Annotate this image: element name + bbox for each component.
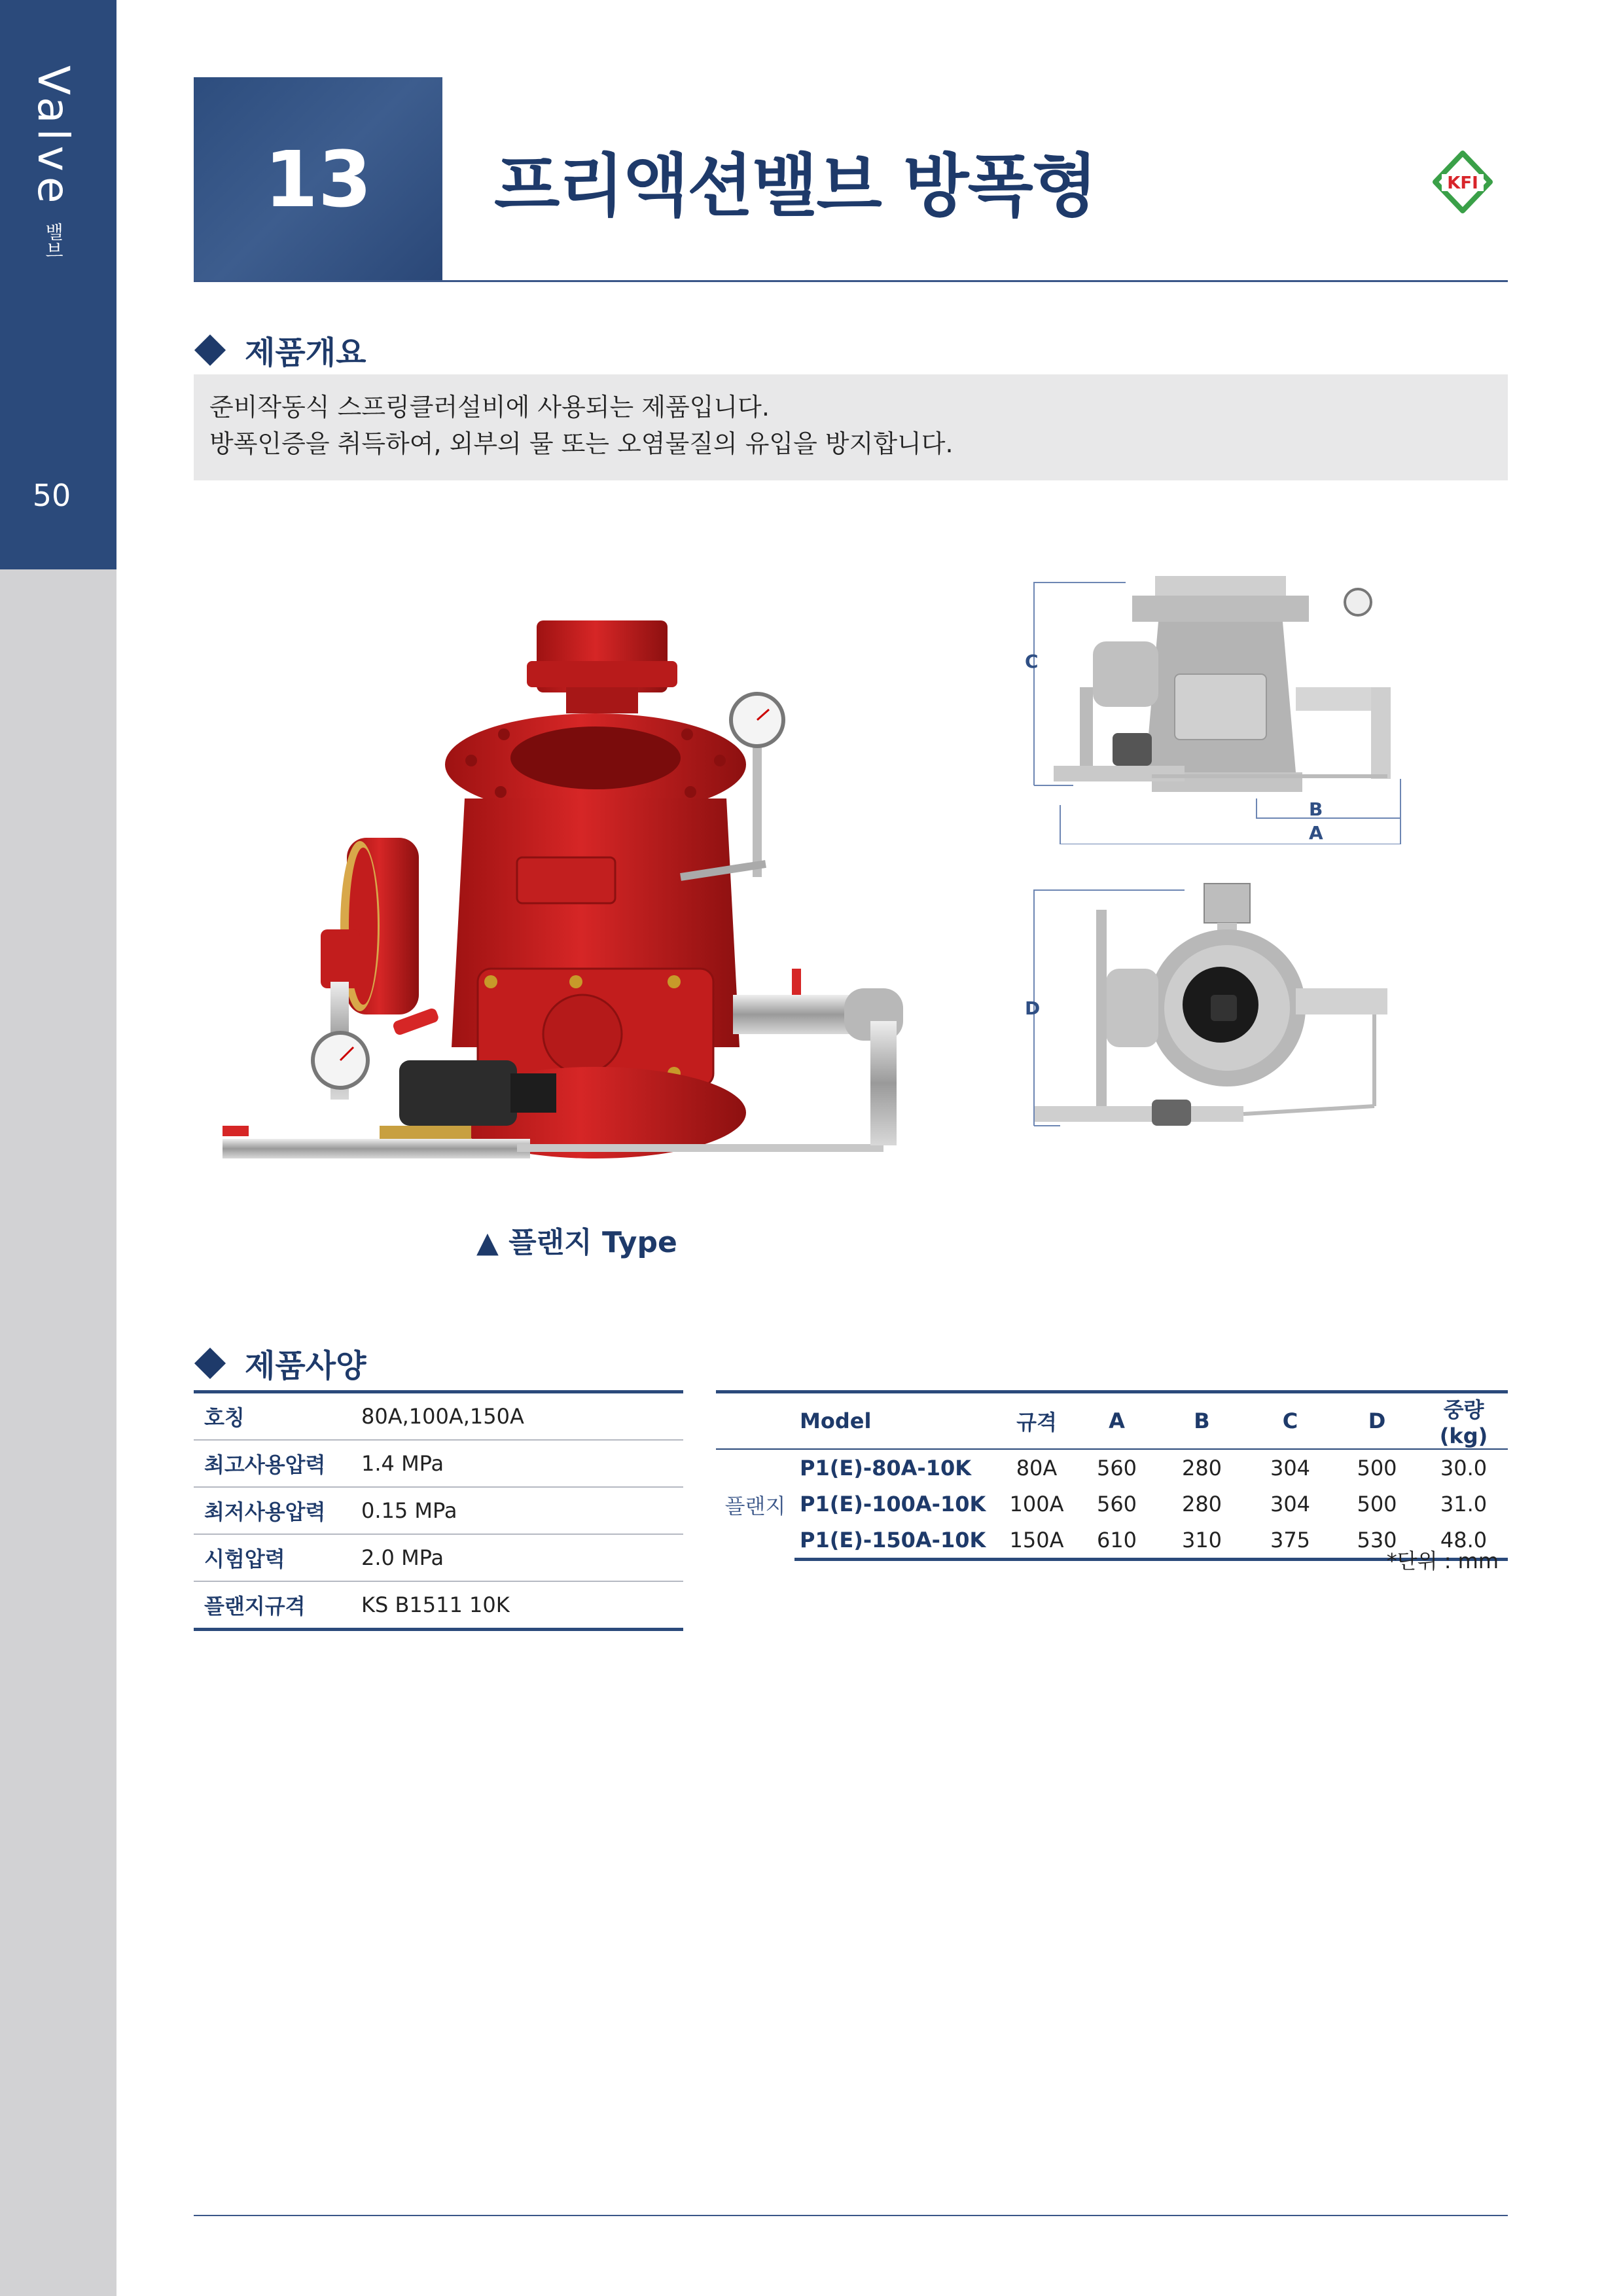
- spec-row: [194, 1582, 683, 1628]
- table-header-cell: D: [1334, 1392, 1419, 1450]
- dimension-label-a: A: [1309, 822, 1323, 844]
- spec-value: 0.15 MPa: [361, 1498, 457, 1523]
- table-cell: 304: [1270, 1455, 1311, 1480]
- header-divider: [194, 280, 1508, 282]
- table-cell: 80A: [1016, 1455, 1058, 1480]
- dimension-label-d: D: [1025, 997, 1041, 1019]
- table-group-label: 플랜지: [724, 1493, 786, 1518]
- spec-label: 최저사용압력: [204, 1499, 326, 1524]
- specs-heading-text: 제품사양: [245, 1348, 366, 1384]
- spec-value: KS B1511 10K: [361, 1592, 510, 1617]
- spec-label: 호칭: [204, 1405, 245, 1430]
- overview-heading: [194, 327, 366, 372]
- table-header-cell: B: [1158, 1392, 1246, 1450]
- spec-value: 2.0 MPa: [361, 1545, 444, 1570]
- spec-list: [194, 1390, 683, 1631]
- table-cell: 310: [1158, 1522, 1246, 1560]
- unit-note: *단위 : mm: [1386, 1549, 1499, 1573]
- spec-row: [194, 1393, 683, 1441]
- table-cell: 150A: [997, 1522, 1076, 1560]
- spec-label: 시험압력: [204, 1547, 285, 1571]
- overview-heading-text: 제품개요: [245, 334, 366, 371]
- dimension-drawing-side-view: [1021, 556, 1407, 844]
- page-title: 프리액션밸브 방폭형: [494, 146, 1097, 226]
- specs-heading: [194, 1340, 366, 1386]
- sidebar-section-label: [28, 65, 79, 275]
- table-header-cell: 중량(kg): [1419, 1392, 1508, 1450]
- table-header-cell: C: [1246, 1392, 1334, 1450]
- sidebar-section-ko: 밸브: [43, 222, 64, 259]
- table-header-cell: A: [1076, 1392, 1158, 1450]
- footer-divider: [194, 2215, 1508, 2216]
- spec-row: [194, 1488, 683, 1535]
- spec-row: [194, 1441, 683, 1488]
- diamond-bullet-icon: [194, 334, 226, 365]
- kfi-logo-text: KFI: [1447, 173, 1478, 193]
- table-cell-model: P1(E)-100A-10K: [800, 1491, 986, 1516]
- table-cell: 280: [1181, 1455, 1222, 1480]
- table-cell: 30.0: [1440, 1455, 1488, 1480]
- spec-value: 1.4 MPa: [361, 1451, 444, 1476]
- table-cell-model: P1(E)-80A-10K: [800, 1455, 972, 1480]
- product-image-valve: [203, 589, 929, 1178]
- spec-label: 최고사용압력: [204, 1452, 326, 1477]
- kfi-certification-logo: [1430, 149, 1495, 215]
- overview-line: 준비작동식 스프링클러설비에 사용되는 제품입니다.: [209, 393, 770, 422]
- dimension-label-c: C: [1025, 651, 1039, 672]
- table-cell: 500: [1357, 1455, 1397, 1480]
- overview-box: [194, 374, 1508, 480]
- page-number: 50: [32, 478, 71, 513]
- table-row: [716, 1449, 1508, 1486]
- spec-label: 플랜지규격: [204, 1594, 306, 1619]
- table-header-cell: Model: [794, 1392, 997, 1450]
- table-cell: 530: [1334, 1522, 1419, 1560]
- dimension-label-b: B: [1309, 798, 1323, 820]
- table-cell-model: P1(E)-150A-10K: [794, 1522, 997, 1560]
- overview-line: 방폭인증을 취득하여, 외부의 물 또는 오염물질의 유입을 방지합니다.: [209, 429, 954, 458]
- table-cell: 304: [1270, 1491, 1311, 1516]
- table-row: [716, 1486, 1508, 1522]
- table-header-cell: 규격: [997, 1392, 1076, 1450]
- dimension-drawing-front-view: [1021, 877, 1407, 1152]
- product-number-box: [194, 77, 442, 281]
- table-cell: 560: [1096, 1491, 1137, 1516]
- diamond-bullet-icon: [194, 1347, 226, 1378]
- table-cell: 560: [1096, 1455, 1137, 1480]
- table-header-row: [716, 1392, 1508, 1450]
- table-cell: 280: [1181, 1491, 1222, 1516]
- figure-caption: ▲ 플랜지 Type: [476, 1226, 677, 1259]
- table-header-cell: [716, 1392, 794, 1450]
- table-cell: 48.0: [1419, 1522, 1508, 1560]
- table-cell: 31.0: [1440, 1491, 1488, 1516]
- table-cell: 610: [1076, 1522, 1158, 1560]
- spec-row: [194, 1535, 683, 1582]
- spec-value: 80A,100A,150A: [361, 1404, 524, 1429]
- table-cell: 500: [1357, 1491, 1397, 1516]
- model-dimension-table: [716, 1390, 1508, 1561]
- table-cell: 100A: [1009, 1491, 1064, 1516]
- sidebar-section-en: Valve: [28, 65, 79, 209]
- product-number: 13: [264, 134, 372, 224]
- table-cell: 375: [1246, 1522, 1334, 1560]
